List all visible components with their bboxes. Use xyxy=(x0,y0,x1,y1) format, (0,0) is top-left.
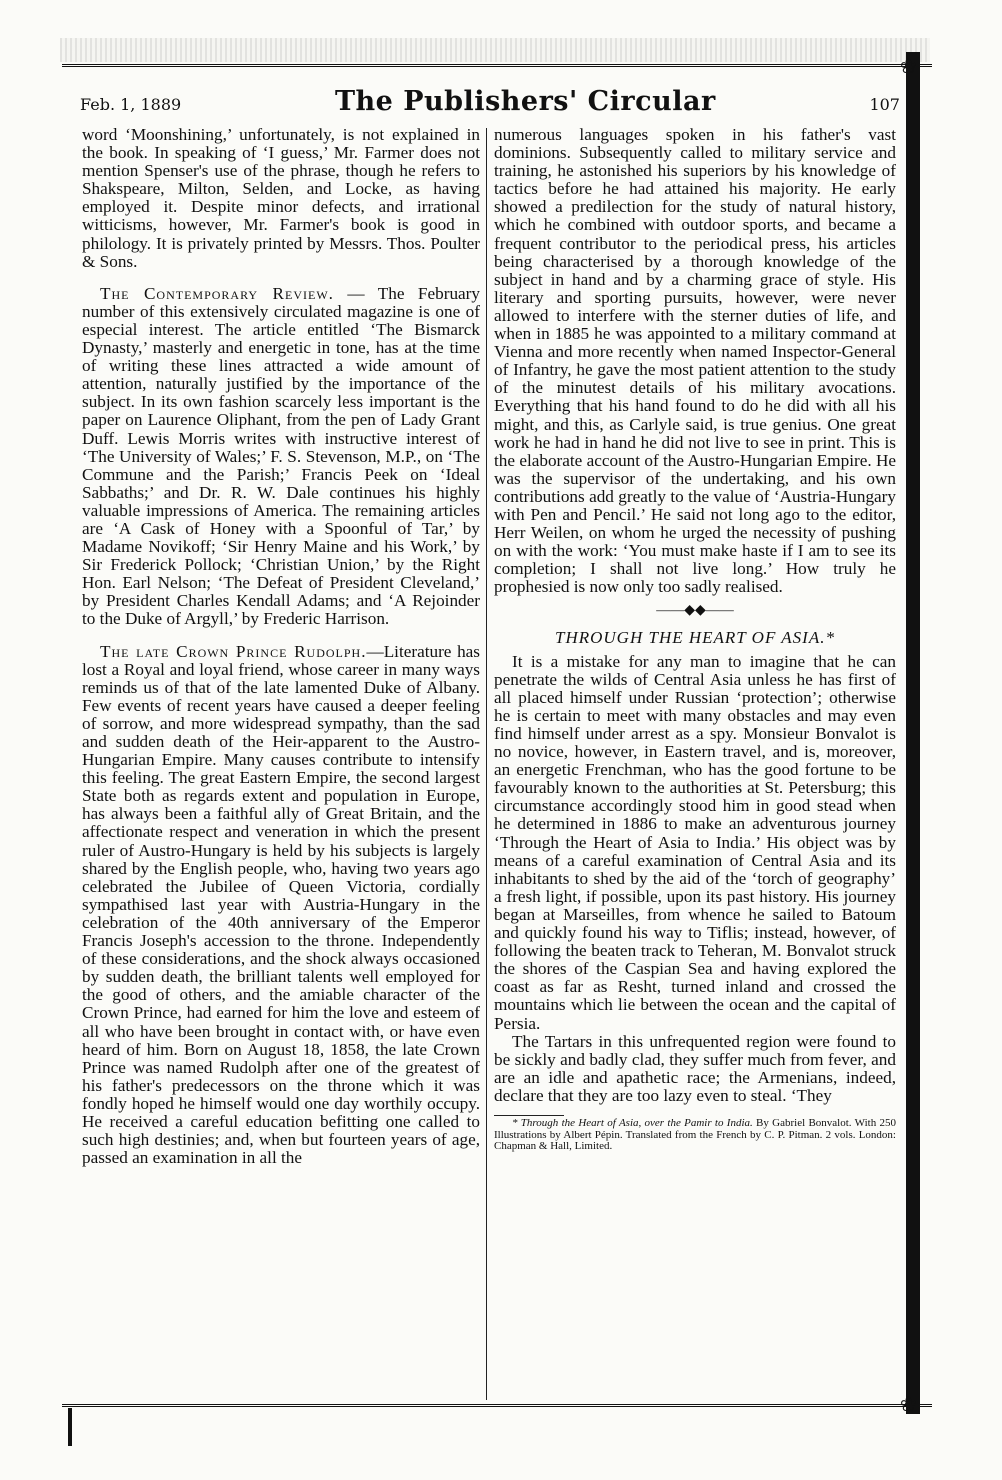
top-rule xyxy=(62,64,932,67)
crown-prince-paragraph xyxy=(82,643,480,1168)
crown-prince-heading: The late Crown Prince Rudolph. xyxy=(100,641,367,661)
asia-paragraph-2: The Tartars in this unfrequented region were found to be sickly and badly clad, they suffer much from fever, and are an idle and apathetic race; the Armenians, indeed, declare that they are too lazy even to steal. ‘They xyxy=(494,1031,896,1105)
section-ornament: ——◆◆—— xyxy=(656,603,734,619)
footnote-title: * Through the Heart of Asia, over the Pamir to India. xyxy=(512,1116,753,1129)
article-heading: THROUGH THE HEART OF ASIA.* xyxy=(555,627,835,647)
left-column xyxy=(82,126,480,1167)
page-number: 107 xyxy=(869,95,900,114)
binding-edge xyxy=(906,52,920,1414)
top-right-ornament: ❀ xyxy=(900,54,917,78)
footnote-rule xyxy=(494,1115,564,1116)
right-column xyxy=(494,126,896,1153)
footnote-text: By Gabriel Bonvalot. With 250 Illustrations by Albert Pépin. Translated from the French by C. P. Pitman. 2 vols. London: Chapman & Hall, Limited. xyxy=(494,1116,896,1153)
publication-title: The Publishers' Circular xyxy=(334,86,716,117)
page-header xyxy=(80,86,900,122)
issue-date: Feb. 1, 1889 xyxy=(80,95,182,114)
asia-paragraph-1: It is a mistake for any man to imagine that he can penetrate the wilds of Central Asia unless he has first of all placed himself under Russian ‘protection’; otherwise he is certain to meet with many obstacles and may even find himself under arrest as a spy. Monsieur Bonvalot is no novice, however, in Eastern travel, and is, moreover, an energetic Frenchman, who has the good fortune to be favourably known to the authorities at St. Petersburg; this circumstance accordingly stood him in good stead when he determined in 1886 to make an adventurous journey ‘Through the Heart of Asia to India.’ His object was by means of a careful examination of Central Asia and its inhabitants to shed by the aid of the ‘torch of geography’ a fresh light, if possible, upon its past history. His journey began at Marseilles, from whence he sailed to Batoum and quickly found his way to Tiflis; instead, however, of following the beaten track to Teheran, M. Bonvalot struck the shores of the Caspian Sea and having explored the coast as far as Resht, turned inland and crossed the mountains which lie between the ocean and the capital of Persia. xyxy=(494,651,896,1033)
scan-top-strip xyxy=(60,38,930,62)
bottom-right-ornament: ❀ xyxy=(900,1392,917,1416)
left-paragraph-1: word ‘Moonshining,’ unfortunately, is not explained in the book. In speaking of ‘I guess,’ Mr. Farmer does not mention Spenser's use of the phrase, though he refers to Shakspeare, Milton, Selden, and Locke, as having employed it. Despite minor defects, and irrational witticisms, however, Mr. Farmer's book is good in philology. It is privately printed by Messrs. Thos. Poulter & Sons. xyxy=(82,125,480,271)
column-divider xyxy=(486,128,487,1400)
crown-prince-text: —Literature has lost a Royal and loyal friend, whose career in many ways reminds us of that of the late lamented Duke of Albany. Few events of recent years have caused a deeper feeling of sorrow, and more widespread sympathy, than the sad and sudden death of the Heir-apparent to the Austro-Hungarian Empire. Many causes contribute to intensify this feeling. The great Eastern Empire, the second largest State both as regards extent and population in Europe, has always been a faithful ally of Great Britain, and the affectionate respect and veneration in which the present ruler of Austro-Hungary is held by his subjects is largely shared by the English people, who, having two years ago celebrated the Jubilee of Queen Victoria, cordially sympathised last year with Austria-Hungary in the celebration of the 40th anniversary of the Emperor Francis Joseph's accession to the throne. Independently of these considerations, and the shock always occasioned by sudden death, the brilliant talents well employed for the good of others, and the amiable character of the Crown Prince, had earned for him the love and esteem of all who have been brought in contact with, or have even heard of him. Born on August 18, 1858, the late Crown Prince was named Rudolph after one of the greatest of his father's predecessors on the throne which it was fondly hoped he himself would one day worthily occupy. He received a careful education befitting one called to such high destinies; and, when but fourteen years of age, passed an examination in all the xyxy=(82,641,480,1168)
bottom-rule xyxy=(62,1404,932,1407)
bottom-left-mark xyxy=(68,1408,72,1446)
contemporary-review-paragraph xyxy=(82,285,480,629)
contemporary-review-text: — The February number of this extensively circulated magazine is one of especial interest. The article entitled ‘The Bismarck Dynasty,’ masterly and energetic in tone, has at the time of writing these lines attracted a wide amount of attention, naturally justified by the importance of the subject. In its own fashion scarcely less important is the paper on Laurence Oliphant, from the pen of Lady Grant Duff. Lewis Morris writes with instructive interest of ‘The University of Wales;’ F. S. Stevenson, M.P., on ‘The Commune and the Parish;’ Francis Peek on ‘Ideal Sabbaths;’ and Dr. R. W. Dale continues his highly valuable impressions of America. The remaining articles are ‘A Cask of Honey with a Spoonful of Tar,’ by Madame Novikoff; ‘Sir Henry Maine and his Work,’ by Sir Frederick Pollock; ‘Christian Union,’ by the Right Hon. Earl Nelson; ‘The Defeat of President Cleveland,’ by President Charles Kendall Adams; and ‘A Rejoinder to the Duke of Argyll,’ by Frederic Harrison. xyxy=(82,283,480,629)
right-paragraph-1: numerous languages spoken in his father's vast dominions. Subsequently called to military service and training, he astonished his superiors by his knowledge of tactics before he had attained his majority. He early showed a predilection for the study of natural history, which he combined with outdoor sports, and became a frequent contributor to the periodical press, his articles being characterised by a thorough knowledge of the subject in hand and by a charming grace of style. His literary and sporting pursuits, however, were never allowed to interfere with the sterner duties of life, and when in 1885 he was appointed to a military command at Vienna and more recently when named Inspector-General of Infantry, he gave the most patient attention to the study of the minutest details of his military avocations. Everything that his hand found to do he did with all his might, and this, as Carlyle said, is true genius. One great work he had in hand he did not live to see in print. This is the elaborate account of the Austro-Hungarian Empire. He was the supervisor of the undertaking, and his own contributions add greatly to the value of ‘Austria-Hungary with Pen and Pencil.’ He said not long ago to the editor, Herr Weilen, on whom he urged the necessity of pushing on with the work: ‘You must make haste if I am to see its completion; I shall not live long.’ How truly he prophesied is now only too sadly realised. xyxy=(494,125,896,597)
contemporary-review-heading: The Contemporary Review. xyxy=(100,283,334,303)
footnote xyxy=(494,1118,896,1153)
